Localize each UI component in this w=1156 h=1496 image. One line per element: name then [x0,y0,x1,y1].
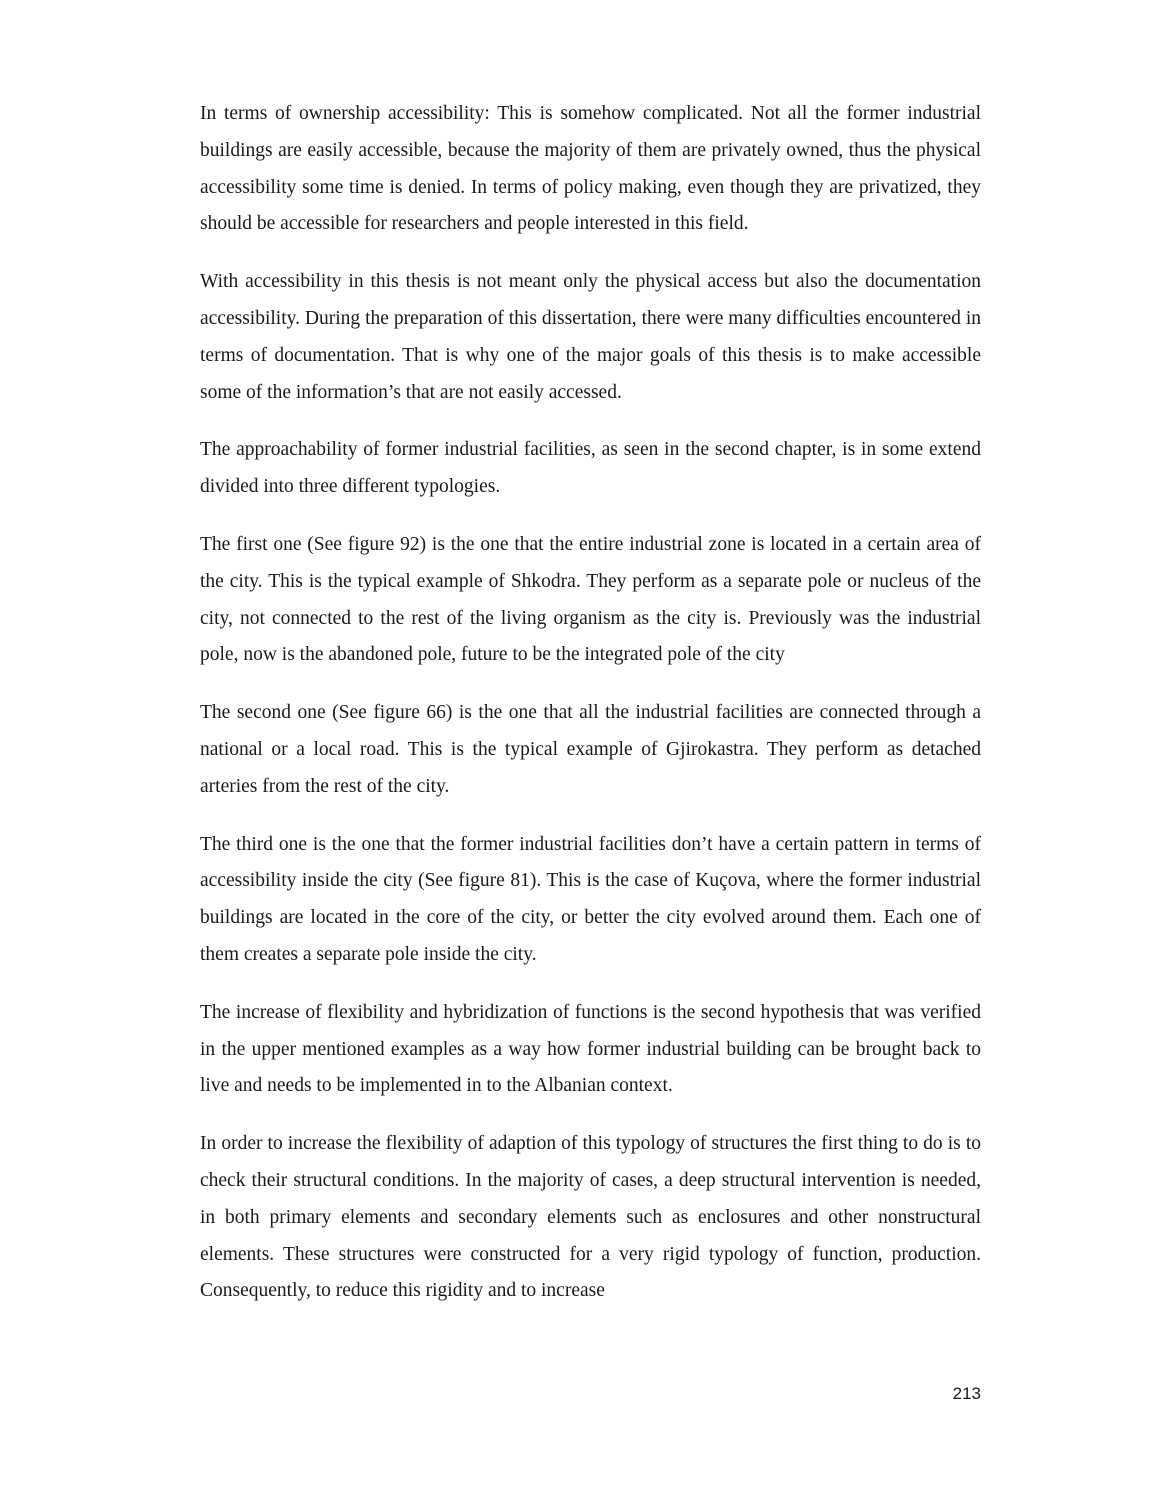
paragraph-ownership-accessibility: In terms of ownership accessibility: This is somehow complicated. Not all the former industrial buildings are easily accessible, because the majority of them are privately owned, thus the physical accessibility some time is denied. In terms of policy making, even though they are privatized, they should be accessible for researchers and people interested in this field. [200,103,981,235]
paragraph-documentation-accessibility: With accessibility in this thesis is not meant only the physical access but also the documentation accessibility. During the preparation of this dissertation, there were many difficulties encountered in terms of documentation. That is why one of the major goals of this thesis is to make accessible some of the information’s that are not easily accessed. [200,271,981,403]
paragraph-first-typology: The first one (See figure 92) is the one that the entire industrial zone is located in a certain area of the city. This is the typical example of Shkodra. They perform as a separate pole or nucleus of the city, not connected to the rest of the living organism as the city is. Previously was the industrial pole, now is the abandoned pole, future to be the integrated pole of the city [200,533,981,666]
paragraph-third-typology: The third one is the one that the former industrial facilities don’t have a certain pattern in terms of accessibility inside the city (See figure 81). This is the case of Kuçova, where the former industrial buildings are located in the core of the city, or better the city evolved around them. Each one of them creates a separate pole inside the city. [200,833,981,965]
body-text [200,96,981,1331]
paragraph-second-hypothesis: The increase of flexibility and hybridization of functions is the second hypothesis that was verified in the upper mentioned examples as a way how former industrial building can be brought back to live and needs to be implemented in to the Albanian context. [200,1001,981,1097]
paragraph-structural-conditions: In order to increase the flexibility of adaption of this typology of structures the first thing to do is to check their structural conditions. In the majority of cases, a deep structural intervention is needed, in both primary elements and secondary elements such as enclosures and other nonstructural elements. These structures were constructed for a very rigid typology of function, production. Consequently, to reduce this rigidity and to increase [200,1133,981,1302]
paragraph-second-typology: The second one (See figure 66) is the one that all the industrial facilities are connected through a national or a local road. This is the typical example of Gjirokastra. They perform as detached arteries from the rest of the city. [200,702,981,797]
paragraph-approachability: The approachability of former industrial facilities, as seen in the second chapter, is in some extend divided into three different typologies. [200,439,981,498]
page-number: 213 [952,1384,981,1403]
